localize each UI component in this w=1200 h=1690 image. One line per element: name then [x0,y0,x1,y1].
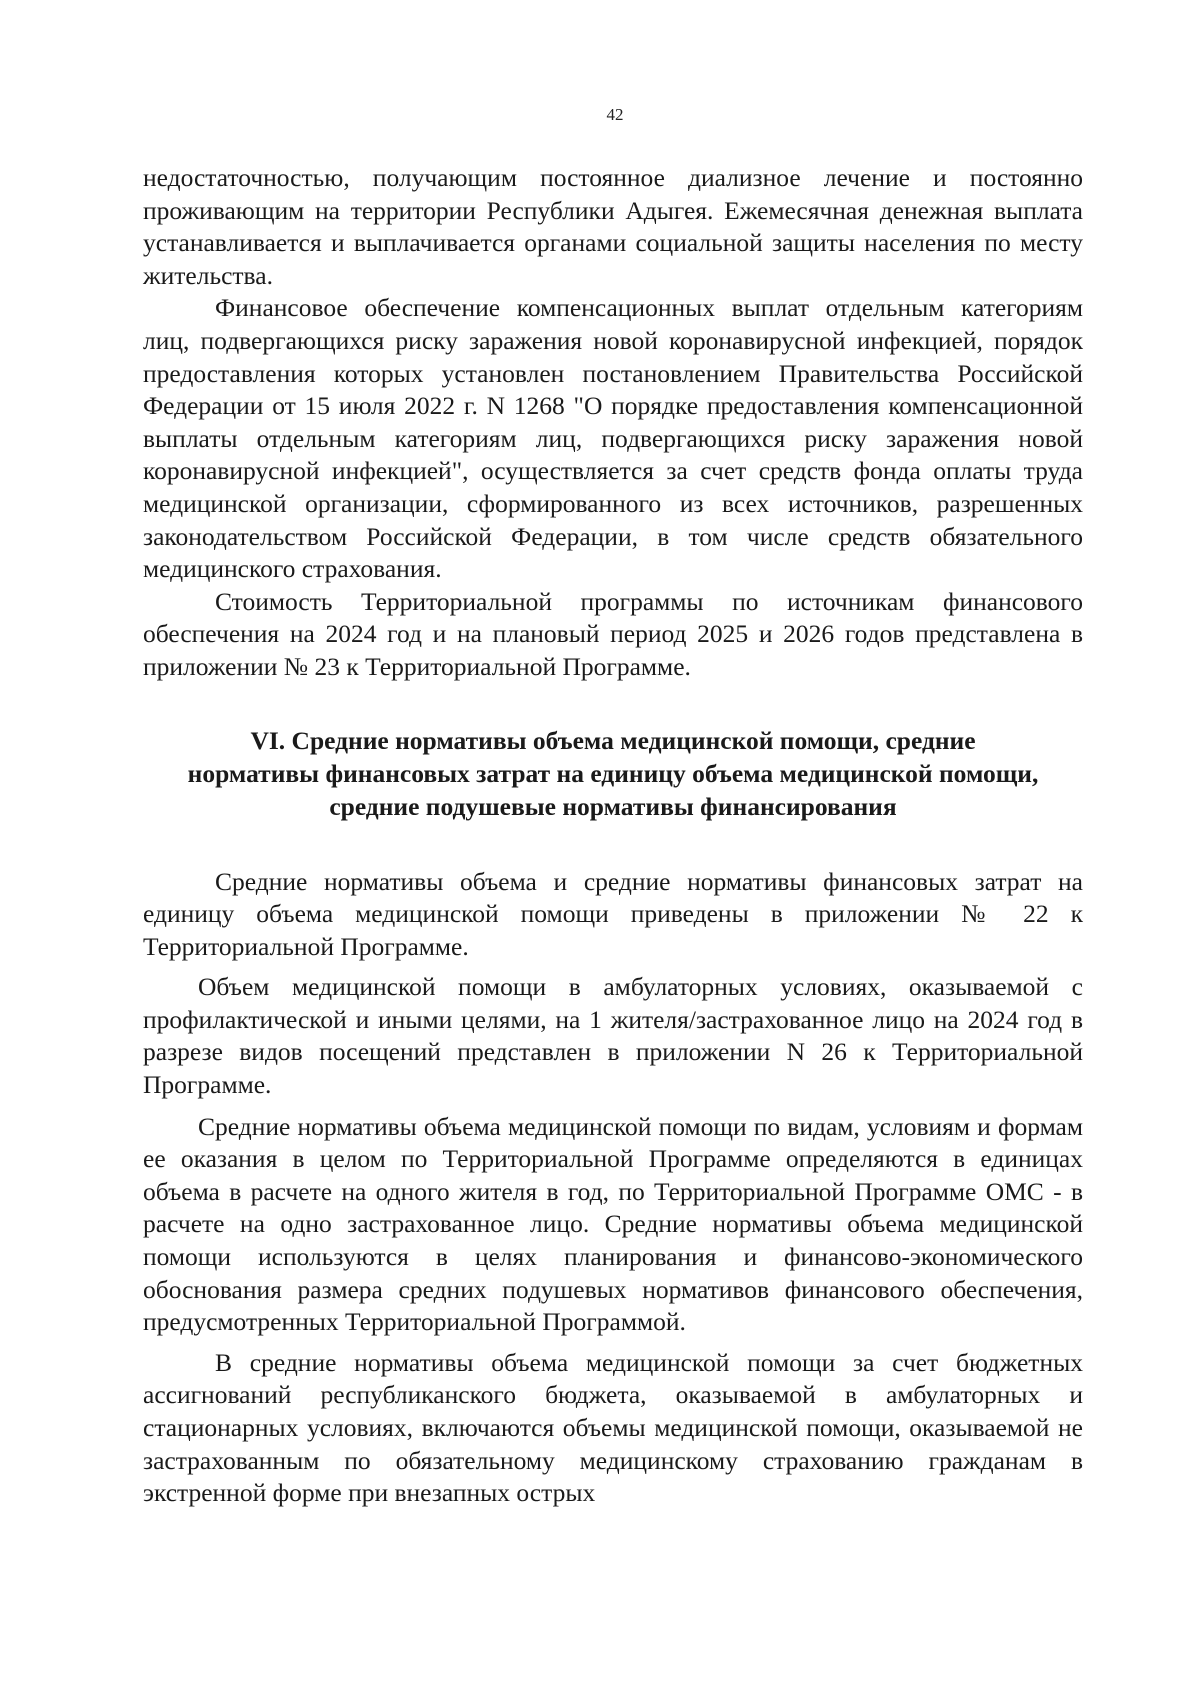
paragraph-budget-normatives: В средние нормативы объема медицинской помощи за счет бюджетных ассигнований республиканского бюджета, оказываемой в амбулаторных и стационарных условиях, включаются объемы медицинской помощи, оказываемой не застрахованным по обязательному медицинскому страхованию гражданам в экстренной форме при внезапных острых [143,1347,1083,1508]
paragraph-program-cost: Стоимость Территориальной программы по источникам финансового обеспечения на 2024 год и на плановый период 2025 и 2026 годов представлена в приложении № 23 к Территориальной Программе. [143,586,1083,681]
document-body [143,162,1083,1510]
section-heading: VI. Средние нормативы объема медицинской помощи, средние нормативы финансовых затрат на единицу объема медицинской помощи, средние подушевые нормативы финансирования [187,725,1039,821]
paragraph-normatives-appendix: Средние нормативы объема и средние нормативы финансовых затрат на единицу объема медицинской помощи приведены в приложении № 22 к Территориальной Программе. [143,866,1083,961]
page-number: 42 [606,105,624,124]
paragraph-ambulatory-volume: Объем медицинской помощи в амбулаторных условиях, оказываемой с профилактической и иными целями, на 1 жителя/застрахованное лицо на 2024 год в разрезе видов посещений представлен в приложении N 26 к Территориальной Программе. [143,972,1083,1100]
paragraph-continuation: недостаточностью, получающим постоянное диализное лечение и постоянно проживающим на территории Республики Адыгея. Ежемесячная денежная выплата устанавливается и выплачивается органами социальной защиты населения по месту жительства. [143,163,1083,290]
paragraph-volume-normatives: Средние нормативы объема медицинской помощи по видам, условиям и формам ее оказания в целом по Территориальной Программе определяются в единицах объема в расчете на одного жителя в год, по Территориальной Программе ОМС - в расчете на одно застрахованное лицо. Средние нормативы объема медицинской помощи используются в целях планирования и финансово-экономического обоснования размера средних подушевых нормативов финансового обеспечения, предусмотренных Территориальной Программой. [143,1111,1083,1337]
paragraph-financing-compensation: Финансовое обеспечение компенсационных выплат отдельным категориям лиц, подвергающихся риску заражения новой коронавирусной инфекцией, порядок предоставления которых установлен постановлением Правительства Российской Федерации от 15 июля 2022 г. N 1268 "О порядке предоставления компенсационной выплаты отдельным категориям лиц, подвергающихся риску заражения новой коронавирусной инфекцией", осуществляется за счет средств фонда оплаты труда медицинской организации, сформированного из всех источников, разрешенных законодательством Российской Федерации, в том числе средств обязательного медицинского страхования. [143,293,1083,584]
